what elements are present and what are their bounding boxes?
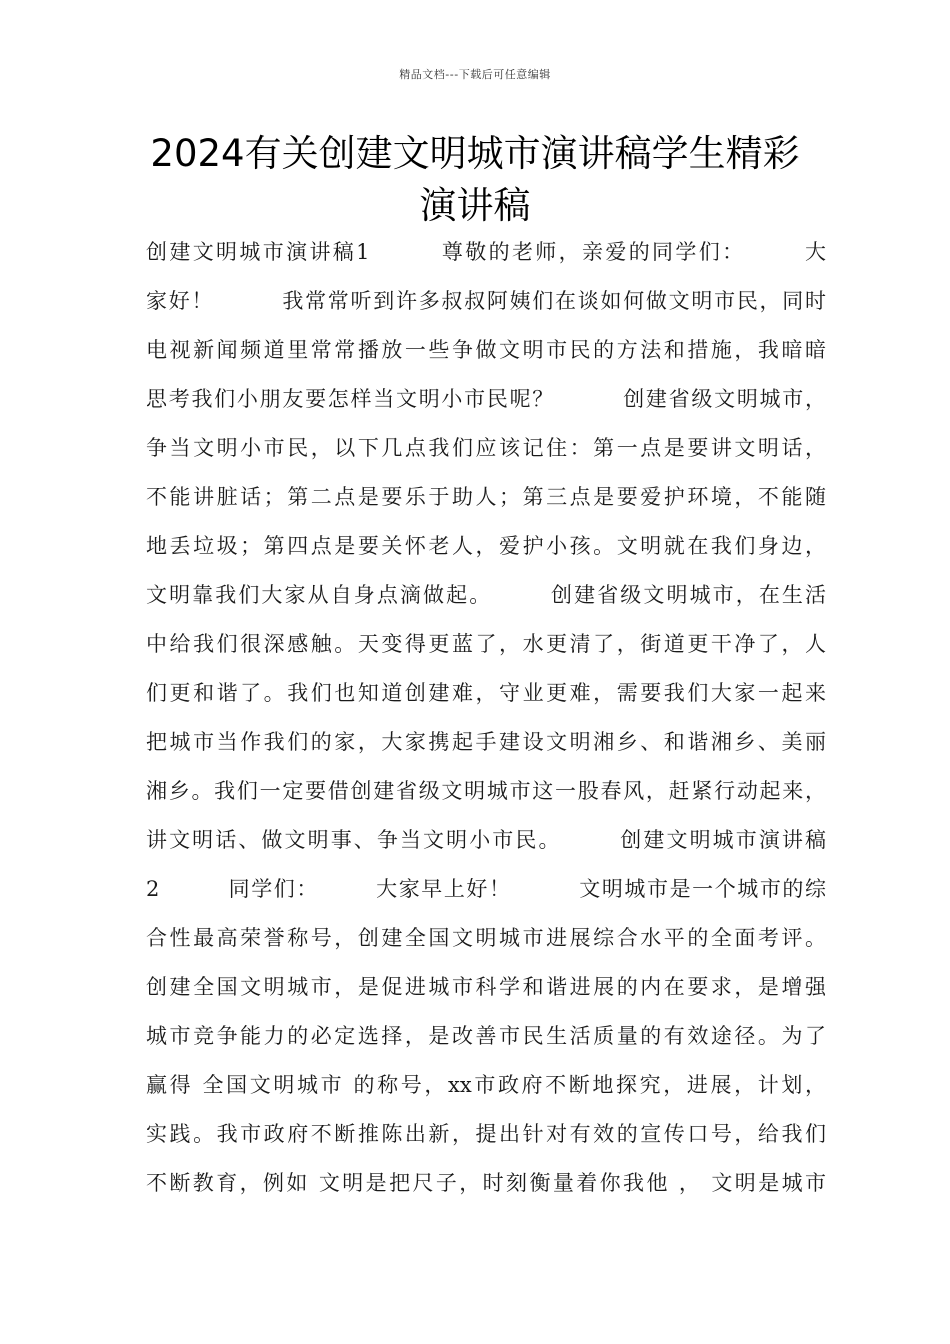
body-line: 思考我们小朋友要怎样当文明小市民呢？ 创建省级文明城市， bbox=[146, 387, 826, 411]
body-line: 电视新闻频道里常常播放一些争做文明市民的方法和措施，我暗暗 bbox=[146, 338, 826, 362]
body-line: 们更和谐了。我们也知道创建难，守业更难，需要我们大家一起来 bbox=[146, 681, 826, 705]
body-line: 不能讲脏话；第二点是要乐于助人；第三点是要爱护环境，不能随 bbox=[146, 485, 826, 509]
body-line: 讲文明话、做文明事、争当文明小市民。 创建文明城市演讲稿 bbox=[146, 828, 826, 852]
title-line-2: 演讲稿 bbox=[419, 184, 531, 227]
body-line: 赢得 全国文明城市 的称号，xx市政府不断地探究，进展，计划， bbox=[146, 1073, 826, 1097]
body-line: 把城市当作我们的家，大家携起手建设文明湘乡、和谐湘乡、美丽 bbox=[146, 730, 826, 754]
body-line: 文明靠我们大家从自身点滴做起。 创建省级文明城市，在生活 bbox=[146, 583, 826, 607]
body-line: 中给我们很深感触。天变得更蓝了，水更清了，街道更干净了，人 bbox=[146, 632, 826, 656]
body-line: 2 同学们： 大家早上好！ 文明城市是一个城市的综 bbox=[146, 877, 826, 901]
body-line: 合性最高荣誉称号，创建全国文明城市进展综合水平的全面考评。 bbox=[146, 926, 826, 950]
body-line: 创建文明城市演讲稿1 尊敬的老师，亲爱的同学们： 大 bbox=[146, 240, 826, 264]
body-line: 家好！ 我常常听到许多叔叔阿姨们在谈如何做文明市民，同时 bbox=[146, 289, 826, 313]
body-line: 湘乡。我们一定要借创建省级文明城市这一股春风，赶紧行动起来， bbox=[146, 779, 826, 803]
page-header-note: 精品文档---下载后可任意编辑 bbox=[399, 68, 551, 81]
body-line: 创建全国文明城市，是促进城市科学和谐进展的内在要求，是增强 bbox=[146, 975, 826, 999]
body-line: 争当文明小市民，以下几点我们应该记住：第一点是要讲文明话， bbox=[146, 436, 826, 460]
body-line: 地丢垃圾；第四点是要关怀老人，爱护小孩。文明就在我们身边， bbox=[146, 534, 826, 558]
title-line-1: 2024有关创建文明城市演讲稿学生精彩 bbox=[150, 132, 800, 175]
document-title bbox=[100, 128, 850, 232]
document-body bbox=[146, 232, 826, 1212]
body-line: 实践。我市政府不断推陈出新，提出针对有效的宣传口号，给我们 bbox=[146, 1122, 826, 1146]
body-line: 不断教育，例如 文明是把尺子，时刻衡量着你我他 ， 文明是城市 bbox=[146, 1171, 826, 1195]
body-line: 城市竞争能力的必定选择，是改善市民生活质量的有效途径。为了 bbox=[146, 1024, 826, 1048]
